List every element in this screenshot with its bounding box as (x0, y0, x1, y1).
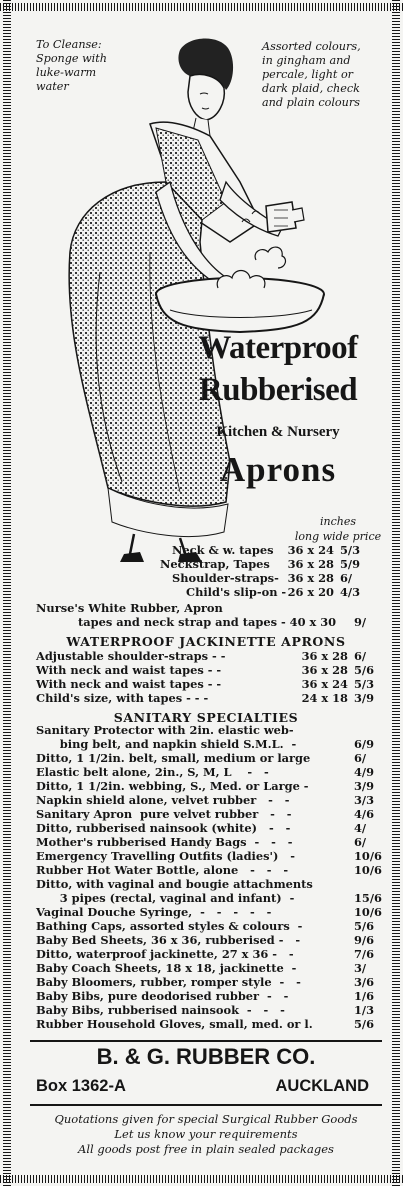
footer-line: All goods post free in plain sealed packages (78, 1142, 334, 1156)
colours-note: Assorted colours, in gingham and percale, light or dark plaid, check and plain colours (262, 40, 361, 109)
item-label: Ditto, waterproof jackinette, 27 x 36 - - (36, 947, 294, 961)
item-label: Rubber Hot Water Bottle, alone - - - (36, 863, 289, 877)
item-price: 10/6 (354, 863, 382, 877)
jackinette-row (36, 650, 376, 663)
item-price: 4/ (354, 821, 367, 835)
sanitary-row (36, 976, 376, 989)
apron-row: Shoulder-straps- 36 x 28 6/ (172, 571, 353, 585)
sanitary-row (36, 724, 376, 737)
item-label: Baby Coach Sheets, 18 x 18, jackinette - (36, 961, 297, 975)
item-price: 6/ (354, 649, 367, 663)
item-label: Ditto, 1 1/2in. webbing, S., Med. or Large - (36, 779, 309, 793)
sanitary-row (36, 962, 376, 975)
item-label: Sanitary Protector with 2in. elastic web- (36, 723, 294, 737)
sanitary-row (36, 878, 376, 891)
right-border (392, 0, 400, 1186)
item-label: Ditto, with vaginal and bougie attachments (36, 877, 313, 891)
sanitary-row (36, 766, 376, 779)
apron-row: Neckstrap, Tapes 36 x 28 5/9 (160, 557, 361, 571)
sanitary-row (36, 905, 382, 919)
item-price: 5/6 (354, 1017, 375, 1031)
footer-line: Let us know your requirements (114, 1127, 298, 1141)
item-dimensions: 24 x 18 (301, 691, 348, 705)
apron-row: Neck & w. tapes 36 x 24 5/3 (172, 543, 361, 557)
item-label: Baby Bloomers, rubber, romper style - - (36, 975, 301, 989)
sanitary-row (36, 1018, 376, 1031)
divider-line (30, 1104, 382, 1106)
cleansing-note: To Cleanse: Sponge with luke-warm water (36, 38, 107, 93)
jackinette-row (36, 692, 376, 705)
item-label: Emergency Travelling Outfits (ladies') - (36, 849, 296, 863)
woman-washing-illustration (30, 32, 340, 572)
sanitary-row (36, 920, 376, 933)
box-number: Box 1362-A (36, 1077, 126, 1095)
sanitary-row (36, 849, 382, 863)
headline-rubberised: Rubberised (198, 372, 358, 408)
item-label: Baby Bibs, rubberised nainsook - - - (36, 1003, 285, 1017)
item-price: 5/6 (354, 663, 375, 677)
sanitary-row (36, 822, 376, 835)
item-label: Elastic belt alone, 2in., S, M, L - - (36, 765, 269, 779)
item-label: bing belt, and napkin shield S.M.L. - (36, 737, 297, 751)
item-price: 9/6 (354, 933, 375, 947)
item-label: Child's size, with tapes - - - (36, 691, 209, 705)
headline-aprons: Aprons (219, 450, 337, 489)
item-label: With neck and waist tapes - - (36, 677, 222, 691)
company-name: B. & G. RUBBER CO. (96, 1044, 316, 1069)
item-label: With neck and waist tapes - - (36, 663, 222, 677)
item-price: 1/3 (354, 1003, 375, 1017)
item-price: 5/6 (354, 919, 375, 933)
item-price: 15/6 (354, 891, 382, 905)
item-label: Rubber Household Gloves, small, med. or l. (36, 1017, 313, 1031)
item-price: 6/ (354, 751, 367, 765)
item-price: 6/ (354, 835, 367, 849)
item-label: Bathing Caps, assorted styles & colours - (36, 919, 303, 933)
sanitary-row (36, 934, 376, 947)
item-label: Baby Bibs, pure deodorised rubber - - (36, 989, 289, 1003)
item-price: 5/3 (354, 677, 375, 691)
item-dimensions: 36 x 28 (301, 649, 348, 663)
top-border (0, 3, 403, 11)
sanitary-row (36, 794, 376, 807)
columns-label: long wide price (294, 530, 382, 543)
bottom-border (0, 1175, 403, 1183)
item-price: 4/6 (354, 807, 375, 821)
sanitary-row (36, 1004, 376, 1017)
jackinette-heading: WATERPROOF JACKINETTE APRONS (66, 634, 346, 649)
item-price: 4/9 (354, 765, 375, 779)
item-label: Ditto, 1 1/2in. belt, small, medium or large (36, 751, 311, 765)
sanitary-row (36, 990, 376, 1003)
nurse-apron-line-2: tapes and neck strap and tapes - 40 x 30 9/ (78, 615, 367, 629)
units-label: inches (319, 515, 356, 528)
item-label: Mother's rubberised Handy Bags - - - (36, 835, 293, 849)
sanitary-row (36, 863, 382, 877)
item-price: 3/6 (354, 975, 375, 989)
item-label: Vaginal Douche Syringe, - - - - - (36, 905, 272, 919)
left-border (3, 0, 11, 1186)
item-price: 7/6 (354, 947, 375, 961)
city-name: AUCKLAND (275, 1077, 369, 1095)
item-price: 3/3 (354, 793, 375, 807)
item-price: 3/9 (354, 691, 375, 705)
footer-line: Quotations given for special Surgical Rubber Goods (54, 1112, 358, 1126)
item-label: Sanitary Apron pure velvet rubber - - (36, 807, 292, 821)
nurse-apron-line-1: Nurse's White Rubber, Apron (36, 601, 223, 615)
item-price: 6/9 (354, 737, 375, 751)
sanitary-row (36, 808, 376, 821)
item-price: 10/6 (354, 905, 382, 919)
sanitary-row (36, 948, 376, 961)
headline-kitchen-nursery: Kitchen & Nursery (216, 424, 340, 440)
sanitary-row (36, 836, 376, 849)
sanitary-heading: SANITARY SPECIALTIES (113, 710, 299, 725)
jackinette-row (36, 664, 376, 677)
item-price: 1/6 (354, 989, 375, 1003)
item-price: 3/ (354, 961, 367, 975)
item-label: Napkin shield alone, velvet rubber - - (36, 793, 290, 807)
divider-line (30, 1040, 382, 1042)
item-price: 3/9 (354, 779, 375, 793)
sanitary-row (36, 738, 376, 751)
item-dimensions: 36 x 24 (301, 677, 348, 691)
item-dimensions: 36 x 28 (301, 663, 348, 677)
headline-waterproof: Waterproof (198, 330, 358, 366)
item-label: 3 pipes (rectal, vaginal and infant) - (36, 891, 295, 905)
sanitary-row (36, 752, 376, 765)
sanitary-row (36, 891, 382, 905)
item-price: 10/6 (354, 849, 382, 863)
item-label: Ditto, rubberised nainsook (white) - - (36, 821, 291, 835)
item-label: Baby Bed Sheets, 36 x 36, rubberised - - (36, 933, 301, 947)
item-label: Adjustable shoulder-straps - - (36, 649, 226, 663)
jackinette-row (36, 678, 376, 691)
sanitary-row (36, 780, 376, 793)
apron-row: Child's slip-on - 26 x 20 4/3 (186, 585, 361, 599)
